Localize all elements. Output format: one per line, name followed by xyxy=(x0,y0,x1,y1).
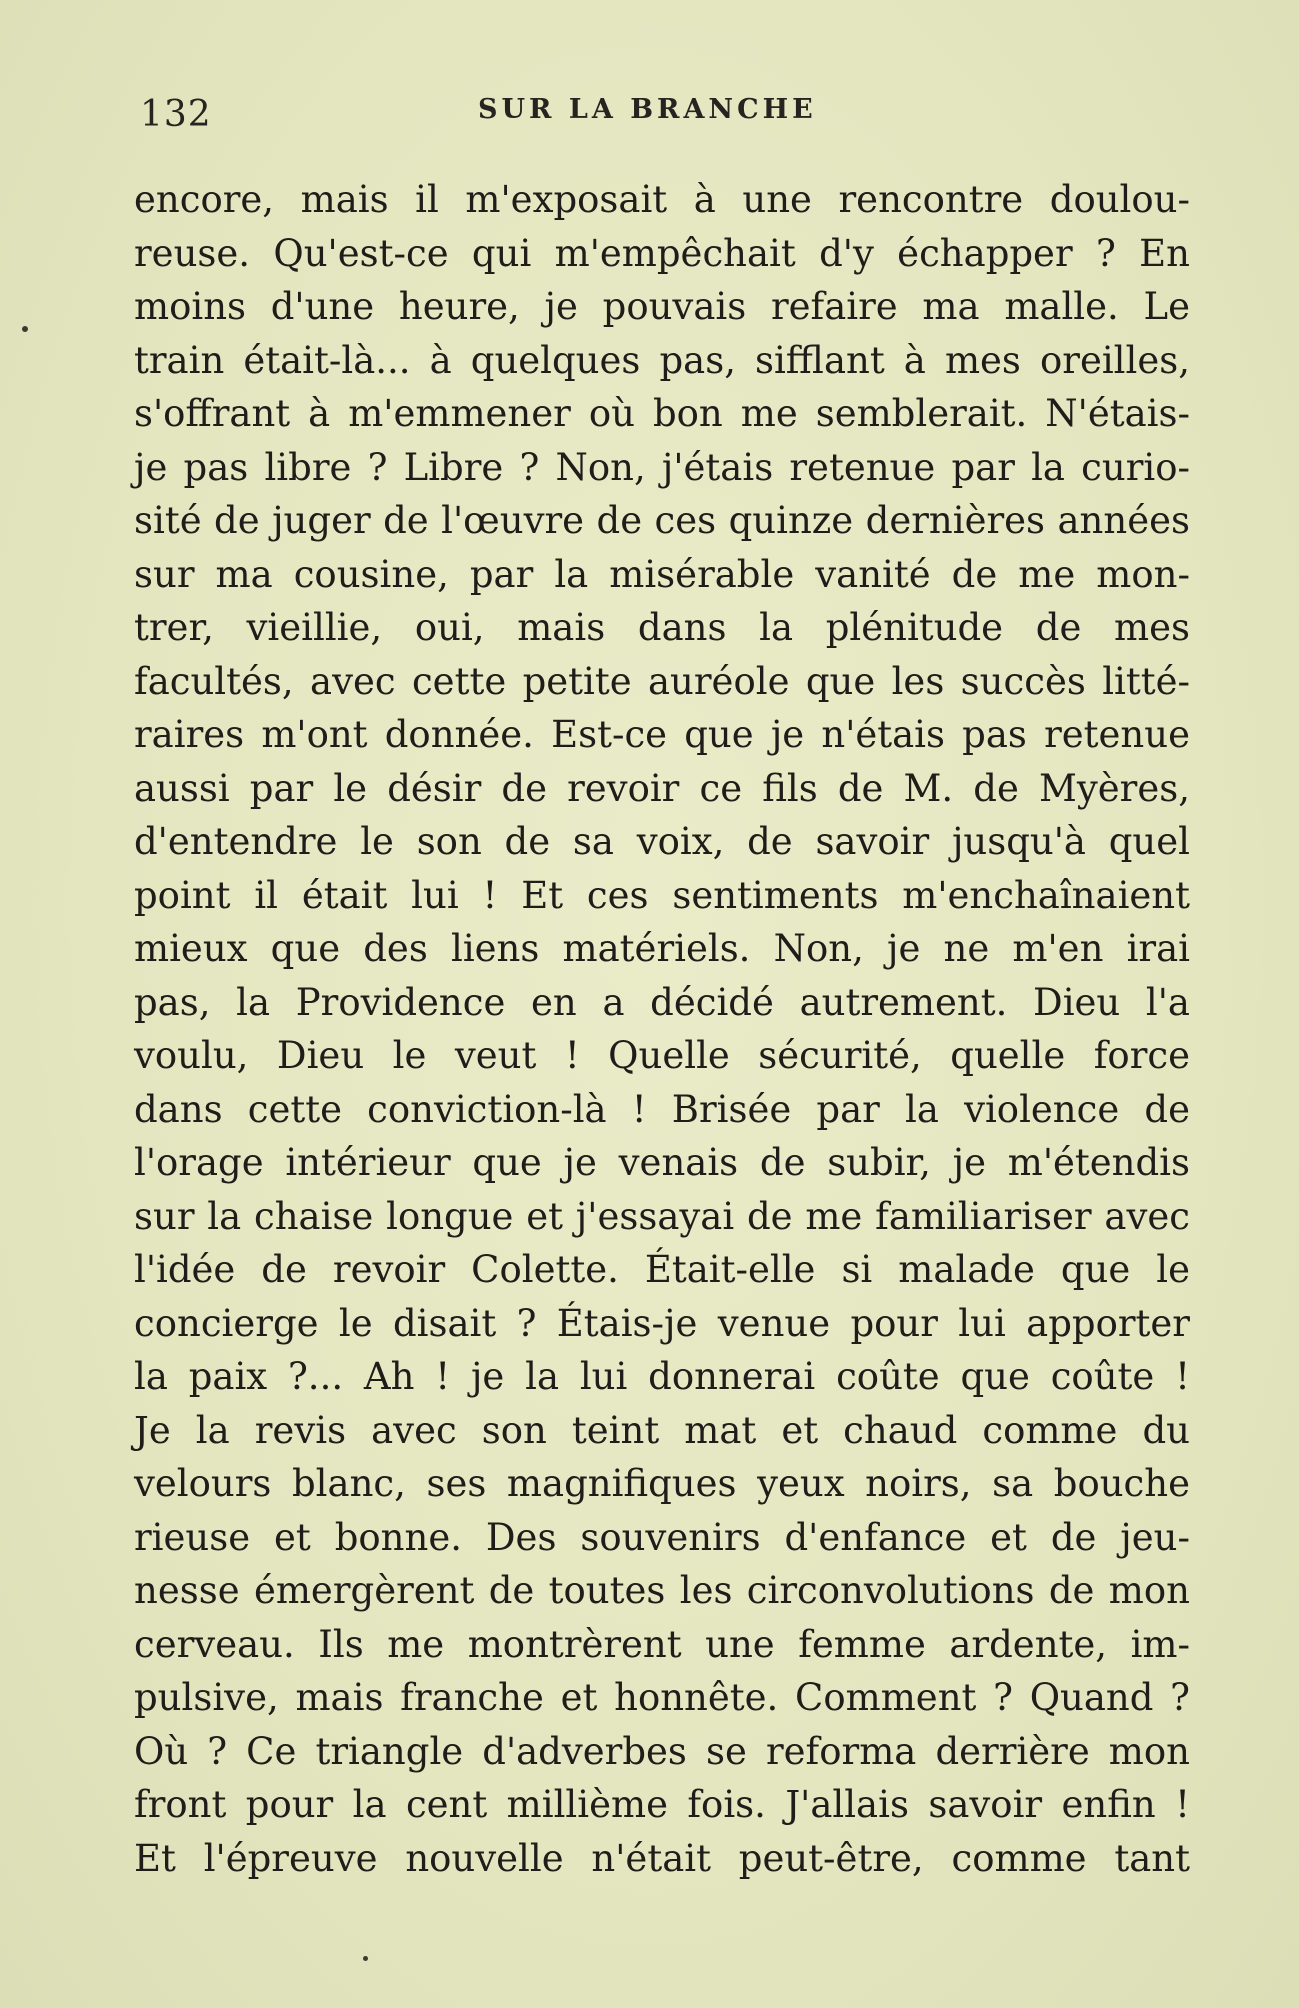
page-number: 132 xyxy=(140,94,212,135)
body-text xyxy=(134,173,1190,1885)
text-line: d'entendre le son de sa voix, de savoir jusqu'à quel xyxy=(134,820,1190,863)
text-line: la paix ?... Ah ! je la lui donnerai coûte que coûte ! xyxy=(134,1355,1190,1398)
page-header xyxy=(0,90,1299,140)
text-line: rieuse et bonne. Des souvenirs d'enfance et de jeu- xyxy=(134,1515,1190,1559)
text-line: train était-là... à quelques pas, sifflant à mes oreilles, xyxy=(134,338,1190,382)
text-line: voulu, Dieu le veut ! Quelle sécurité, quelle force xyxy=(134,1034,1190,1077)
running-title: SUR LA BRANCHE xyxy=(478,94,817,125)
text-line: trer, vieillie, oui, mais dans la plénitude de mes xyxy=(134,606,1190,649)
text-line: front pour la cent millième fois. J'allais savoir enfin ! xyxy=(134,1783,1190,1826)
text-line: raires m'ont donnée. Est-ce que je n'étais pas retenue xyxy=(134,713,1190,756)
text-line: reuse. Qu'est-ce qui m'empêchait d'y échapper ? En xyxy=(134,231,1190,275)
text-line: l'orage intérieur que je venais de subir, je m'étendis xyxy=(134,1141,1190,1184)
text-line: sur la chaise longue et j'essayai de me familiariser avec xyxy=(134,1194,1190,1238)
text-line: je pas libre ? Libre ? Non, j'étais retenue par la curio- xyxy=(134,445,1190,489)
text-line: Et l'épreuve nouvelle n'était peut-être, comme tant xyxy=(134,1836,1190,1880)
text-line: Où ? Ce triangle d'adverbes se reforma derrière mon xyxy=(134,1729,1190,1773)
text-line: mieux que des liens matériels. Non, je ne m'en irai xyxy=(134,927,1190,970)
text-line: encore, mais il m'exposait à une rencontre doulou- xyxy=(134,178,1190,221)
text-line: point il était lui ! Et ces sentiments m'enchaînaient xyxy=(134,873,1190,917)
text-line: sur ma cousine, par la misérable vanité de me mon- xyxy=(134,552,1190,596)
text-line: s'offrant à m'emmener où bon me semblerait. N'étais- xyxy=(134,392,1190,435)
text-line: aussi par le désir de revoir ce fils de M. de Myères, xyxy=(134,766,1190,810)
text-line: pulsive, mais franche et honnête. Comment ? Quand ? xyxy=(134,1676,1190,1719)
text-line: nesse émergèrent de toutes les circonvolutions de mon xyxy=(134,1569,1190,1612)
paper-speck xyxy=(363,1956,368,1961)
text-line: dans cette conviction-là ! Brisée par la violence de xyxy=(134,1087,1190,1131)
paper-speck xyxy=(22,326,28,332)
text-line: Je la revis avec son teint mat et chaud comme du xyxy=(134,1408,1190,1452)
text-line: velours blanc, ses magnifiques yeux noirs, sa bouche xyxy=(134,1462,1190,1505)
text-line: moins d'une heure, je pouvais refaire ma malle. Le xyxy=(134,285,1190,328)
text-line: concierge le disait ? Étais-je venue pour lui apporter xyxy=(134,1301,1190,1345)
text-line: l'idée de revoir Colette. Était-elle si malade que le xyxy=(134,1248,1190,1291)
text-line: cerveau. Ils me montrèrent une femme ardente, im- xyxy=(134,1622,1190,1666)
text-line: pas, la Providence en a décidé autrement. Dieu l'a xyxy=(134,980,1190,1024)
text-line: sité de juger de l'œuvre de ces quinze dernières années xyxy=(134,499,1190,542)
text-line: facultés, avec cette petite auréole que les succès litté- xyxy=(134,659,1190,703)
